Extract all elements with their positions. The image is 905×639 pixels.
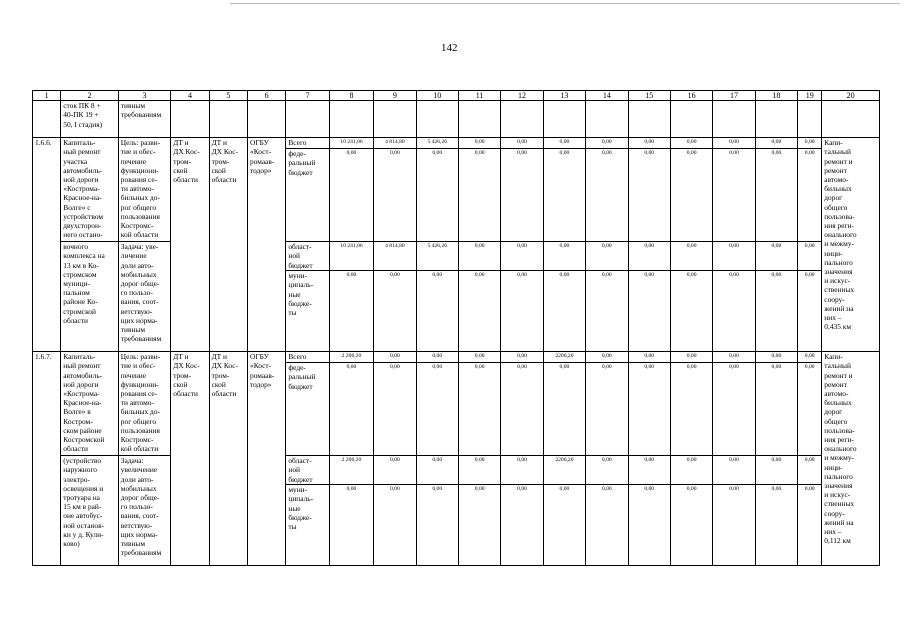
empty-cell: [416, 101, 458, 138]
task-cell: Задача: увеличение доли авто- мобильных дорог обще- го пользо- вания, соот- ветствую- щих норма- тивным требованиям: [118, 456, 170, 566]
amount-cell: 0,00: [416, 363, 458, 456]
amount-cell: 0,00: [586, 242, 628, 271]
funding-source-cell: феде- ральный бюджет: [286, 149, 329, 242]
amount-cell: 4 814,80: [374, 242, 416, 271]
amount-cell: 0,00: [374, 352, 416, 363]
amount-cell: 0,00: [416, 352, 458, 363]
amount-cell: 0,00: [670, 149, 712, 242]
column-header: 17: [713, 91, 755, 101]
amount-cell: 0,00: [670, 363, 712, 456]
executor-cell: ДТ и ДХ Кос- тром- ской области: [171, 138, 209, 352]
amount-cell: 0,00: [628, 242, 670, 271]
funding-source-cell: област- ной бюджет: [286, 456, 329, 485]
amount-cell: 0,00: [458, 456, 500, 485]
column-header: 6: [248, 91, 286, 101]
amount-cell: 0,00: [543, 242, 585, 271]
empty-cell: [543, 101, 585, 138]
amount-cell: 0,00: [755, 271, 797, 352]
amount-cell: 0,00: [670, 352, 712, 363]
amount-cell: 2206,20: [543, 456, 585, 485]
task-cell: Задача: уве- личение доли авто- мобильных дорог обще- го пользо- вания, соот- ветствую- щих норма- тивным требованиям: [118, 242, 170, 352]
empty-cell: [798, 101, 822, 138]
amount-cell: 0,00: [501, 352, 543, 363]
amount-cell: 0,00: [329, 363, 373, 456]
amount-cell: 0,00: [374, 271, 416, 352]
amount-cell: 0,00: [586, 149, 628, 242]
amount-cell: 0,00: [458, 485, 500, 566]
object-name-cell: (устройство наружного электро- освещения и тротуара на 15 км в рай- оне автобус- ной останов- ки у д. Кули- ково): [61, 456, 119, 566]
amount-cell: 0,00: [713, 485, 755, 566]
amount-cell: 0,00: [374, 363, 416, 456]
amount-cell: 0,00: [798, 138, 822, 149]
amount-cell: 2 206,20: [329, 456, 373, 485]
amount-cell: 0,00: [670, 242, 712, 271]
amount-cell: 0,00: [798, 271, 822, 352]
empty-cell: [209, 101, 247, 138]
program-table: [32, 90, 880, 566]
empty-cell: [628, 101, 670, 138]
funding-source-cell: муни- ципаль- ные бюдже- ты: [286, 485, 329, 566]
amount-cell: 0,00: [798, 485, 822, 566]
amount-cell: 0,00: [713, 149, 755, 242]
result-cell: Капи- тальный ремонт и ремонт автомо- бильных дорог общего пользова- ния реги- онального и межму- ници- пального значения и искус- ственных соору- жений на них – 0,435 км: [822, 138, 880, 352]
column-header: 13: [543, 91, 585, 101]
amount-cell: 0,00: [543, 363, 585, 456]
amount-cell: 0,00: [501, 149, 543, 242]
funding-source-cell: Всего: [286, 138, 329, 149]
object-name-cell: вочного комплекса на 13 км в Ко- стромском муници- пальном районе Ко- стромской области: [61, 242, 119, 352]
amount-cell: 0,00: [543, 271, 585, 352]
amount-cell: 0,00: [755, 149, 797, 242]
empty-cell: [586, 101, 628, 138]
column-number-row: [33, 91, 880, 101]
amount-cell: 0,00: [501, 485, 543, 566]
page-number: 142: [441, 42, 458, 54]
amount-cell: 0,00: [458, 149, 500, 242]
amount-cell: 0,00: [501, 363, 543, 456]
object-name-cell: Капиталь- ный ремонт участка автомобиль- ной дороги «Кострома- Красное-на- Волге» с устройством двухсторон- него остано-: [61, 138, 119, 242]
amount-cell: 0,00: [628, 149, 670, 242]
amount-cell: 10 241,06: [329, 242, 373, 271]
amount-cell: 0,00: [586, 485, 628, 566]
amount-cell: 0,00: [798, 149, 822, 242]
column-header: 12: [501, 91, 543, 101]
amount-cell: 0,00: [586, 456, 628, 485]
executor-cell: ДТ и ДХ Кос- тром- ской области: [171, 352, 209, 566]
amount-cell: 0,00: [755, 242, 797, 271]
amount-cell: 0,00: [755, 363, 797, 456]
amount-cell: 0,00: [374, 456, 416, 485]
amount-cell: 0,00: [755, 138, 797, 149]
empty-cell: [822, 101, 880, 138]
amount-cell: 4 814,80: [374, 138, 416, 149]
amount-cell: 0,00: [798, 242, 822, 271]
amount-cell: 5 426,26: [416, 242, 458, 271]
amount-cell: 0,00: [586, 352, 628, 363]
empty-cell: [329, 101, 373, 138]
top-scan-line: [230, 3, 900, 4]
amount-cell: 0,00: [416, 149, 458, 242]
amount-cell: 0,00: [543, 485, 585, 566]
amount-cell: 0,00: [458, 352, 500, 363]
executor-cell: ОГБУ «Кост- ромаав- тодор»: [248, 138, 286, 352]
amount-cell: 0,00: [628, 363, 670, 456]
column-header: 4: [171, 91, 209, 101]
amount-cell: 0,00: [586, 271, 628, 352]
amount-cell: 0,00: [670, 485, 712, 566]
empty-cell: [248, 101, 286, 138]
empty-cell: [755, 101, 797, 138]
amount-cell: 0,00: [628, 485, 670, 566]
amount-cell: 0,00: [543, 149, 585, 242]
column-header: 10: [416, 91, 458, 101]
amount-cell: 0,00: [501, 271, 543, 352]
amount-cell: 0,00: [458, 363, 500, 456]
empty-cell: [33, 101, 61, 138]
executor-cell: ОГБУ «Кост- ромаав- тодор»: [248, 352, 286, 566]
executor-cell: ДТ и ДХ Кос- тром- ской области: [209, 352, 247, 566]
amount-cell: 0,00: [713, 138, 755, 149]
column-header: 19: [798, 91, 822, 101]
amount-cell: 0,00: [798, 363, 822, 456]
row-id-cell: 1.6.6.: [33, 138, 61, 352]
amount-cell: 0,00: [755, 456, 797, 485]
object-name-cell: Капиталь- ный ремонт автомобиль- ной дороги «Кострома- Красное-на- Волге» в Костром- ском районе Костромской области: [61, 352, 119, 456]
empty-cell: [458, 101, 500, 138]
amount-cell: 0,00: [628, 456, 670, 485]
amount-cell: 10 241,06: [329, 138, 373, 149]
amount-cell: 0,00: [329, 149, 373, 242]
column-header: 14: [586, 91, 628, 101]
object-name-cell: сток ПК 8 + 40-ПК 19 + 50, I стадия): [61, 101, 119, 138]
amount-cell: 0,00: [501, 456, 543, 485]
amount-cell: 0,00: [755, 352, 797, 363]
amount-cell: 0,00: [374, 485, 416, 566]
amount-cell: 0,00: [416, 485, 458, 566]
amount-cell: 0,00: [670, 271, 712, 352]
table-row: [33, 138, 880, 149]
table-row: [33, 352, 880, 363]
amount-cell: 0,00: [458, 138, 500, 149]
column-header: 3: [118, 91, 170, 101]
empty-cell: [374, 101, 416, 138]
column-header: 18: [755, 91, 797, 101]
empty-cell: [286, 101, 329, 138]
amount-cell: 0,00: [329, 271, 373, 352]
column-header: 20: [822, 91, 880, 101]
amount-cell: 0,00: [458, 242, 500, 271]
amount-cell: 2 206,20: [329, 352, 373, 363]
amount-cell: 0,00: [543, 138, 585, 149]
amount-cell: 5 426,26: [416, 138, 458, 149]
empty-cell: [171, 101, 209, 138]
column-header: 16: [670, 91, 712, 101]
goal-cell: Цель: разви- тие и обес- печение функциони- рования се- ти автомо- бильных до- рог общего пользования Костромс- кой области: [118, 352, 170, 456]
result-cell: Капи- тальный ремонт и ремонт автомо- бильных дорог общего пользова- ния реги- онального и межму- ници- пального значения и искус- ственных соору- жений на них – 0,112 км: [822, 352, 880, 566]
column-header: 11: [458, 91, 500, 101]
column-header: 8: [329, 91, 373, 101]
column-header: 15: [628, 91, 670, 101]
row-id-cell: 1.6.7.: [33, 352, 61, 566]
amount-cell: 0,00: [374, 149, 416, 242]
table-row: [33, 456, 880, 485]
amount-cell: 0,00: [458, 271, 500, 352]
column-header: 9: [374, 91, 416, 101]
funding-source-cell: феде- ральный бюджет: [286, 363, 329, 456]
goal-cell: тивным требованиям: [118, 101, 170, 138]
funding-source-cell: Всего: [286, 352, 329, 363]
executor-cell: ДТ и ДХ Кос- тром- ской области: [209, 138, 247, 352]
amount-cell: 0,00: [798, 352, 822, 363]
empty-cell: [501, 101, 543, 138]
amount-cell: 0,00: [798, 456, 822, 485]
amount-cell: 0,00: [713, 363, 755, 456]
column-header: 2: [61, 91, 119, 101]
amount-cell: 0,00: [670, 138, 712, 149]
amount-cell: 0,00: [670, 456, 712, 485]
amount-cell: 0,00: [713, 456, 755, 485]
amount-cell: 0,00: [416, 271, 458, 352]
amount-cell: 0,00: [713, 242, 755, 271]
amount-cell: 0,00: [755, 485, 797, 566]
column-header: 1: [33, 91, 61, 101]
amount-cell: 0,00: [713, 352, 755, 363]
empty-cell: [713, 101, 755, 138]
goal-cell: Цель: разви- тие и обес- печение функциони- рования се- ти автомо- бильных до- рог общего пользования Костромс- кой области: [118, 138, 170, 242]
table-row: [33, 242, 880, 271]
amount-cell: 0,00: [586, 363, 628, 456]
column-header: 7: [286, 91, 329, 101]
amount-cell: 0,00: [416, 456, 458, 485]
amount-cell: 0,00: [586, 138, 628, 149]
continuation-row: [33, 101, 880, 138]
amount-cell: 0,00: [628, 352, 670, 363]
amount-cell: 0,00: [329, 485, 373, 566]
funding-source-cell: област- ной бюджет: [286, 242, 329, 271]
amount-cell: 0,00: [628, 271, 670, 352]
amount-cell: 0,00: [501, 242, 543, 271]
funding-source-cell: муни- ципаль- ные бюдже- ты: [286, 271, 329, 352]
column-header: 5: [209, 91, 247, 101]
amount-cell: 0,00: [628, 138, 670, 149]
amount-cell: 0,00: [501, 138, 543, 149]
amount-cell: 2206,20: [543, 352, 585, 363]
empty-cell: [670, 101, 712, 138]
amount-cell: 0,00: [713, 271, 755, 352]
